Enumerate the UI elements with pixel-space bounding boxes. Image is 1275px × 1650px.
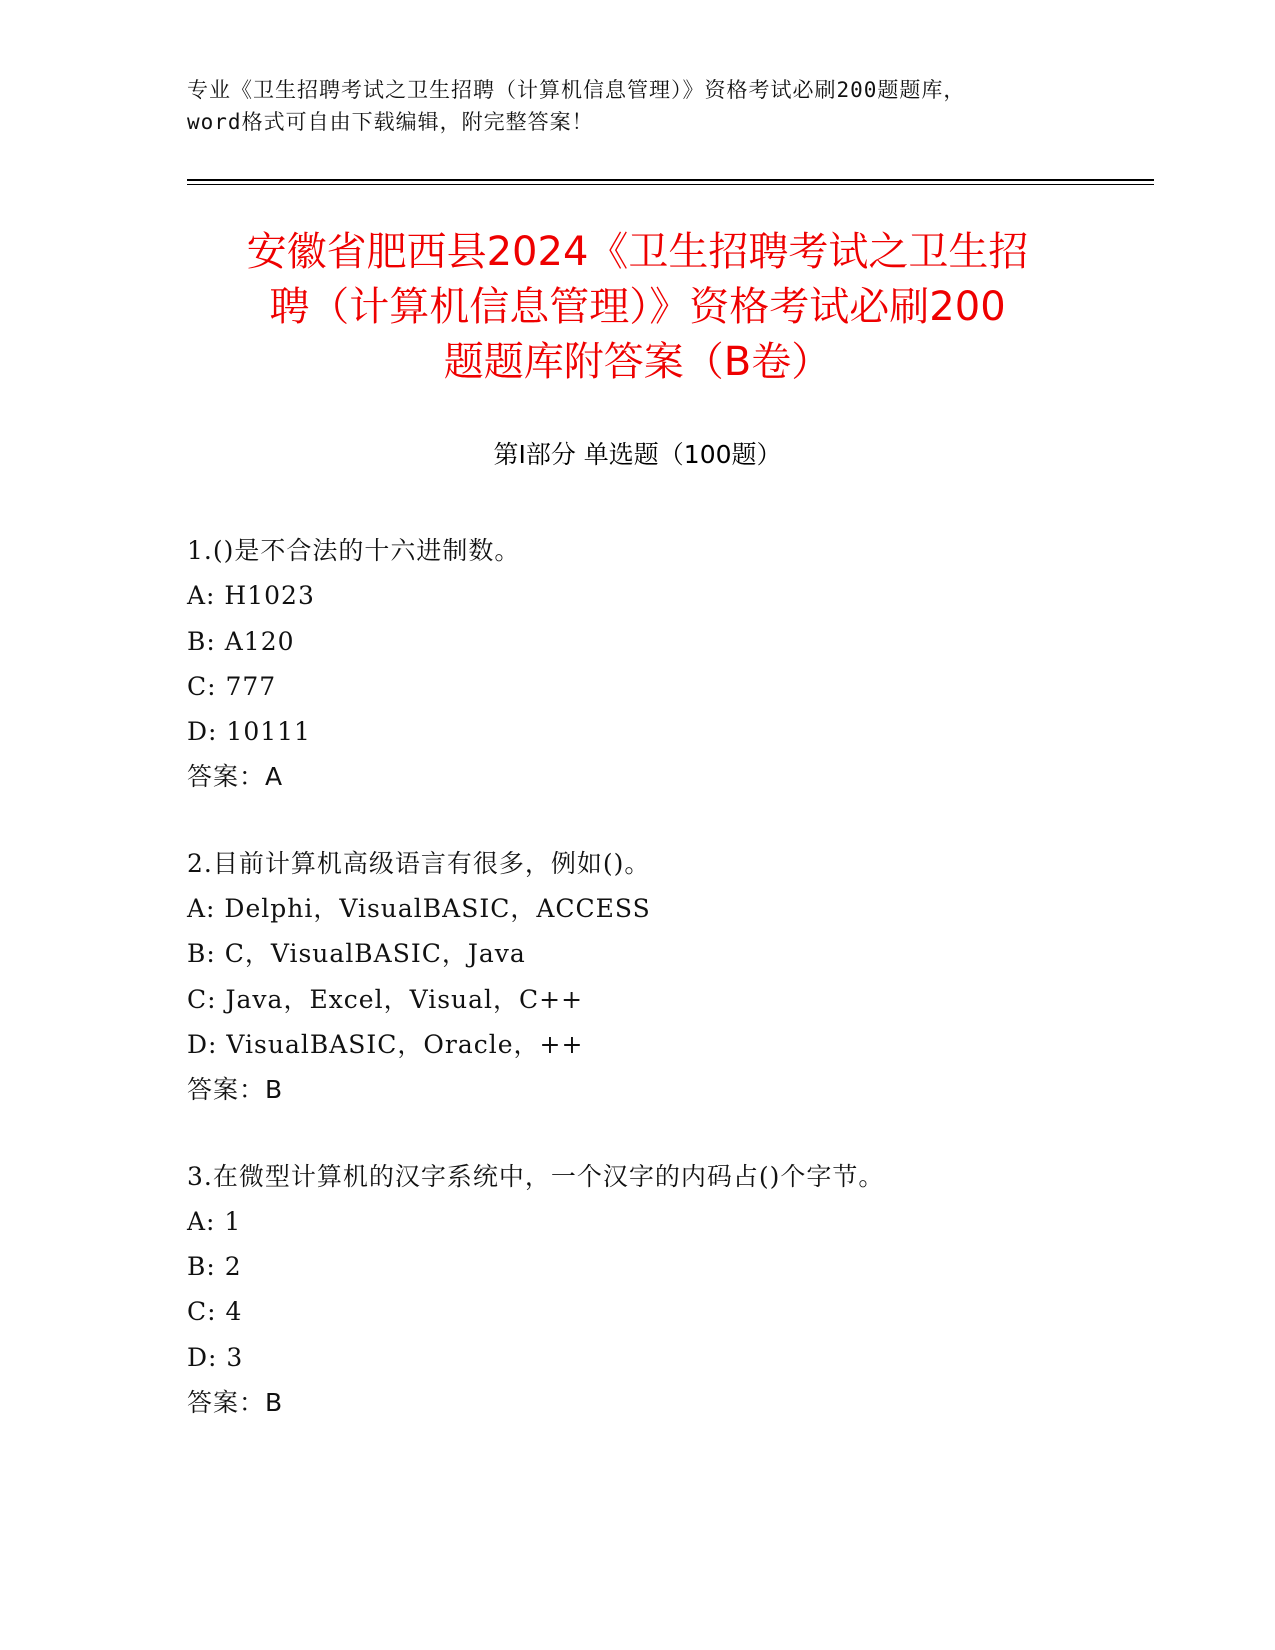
header-rule-thin — [187, 184, 1154, 185]
question-stem: 3.在微型计算机的汉字系统中，一个汉字的内码占()个字节。 — [187, 1161, 885, 1191]
option-d: D: 10111 — [187, 717, 311, 747]
option-a: A: H1023 — [187, 581, 315, 611]
answer-line: 答案：B — [187, 1388, 284, 1418]
option-d: D: 3 — [187, 1342, 244, 1372]
option-b: B: 2 — [187, 1252, 242, 1282]
header-line-2: word格式可自由下载编辑，附完整答案！ — [187, 110, 594, 134]
header-rule-thick — [187, 179, 1154, 181]
title-line-2: 聘（计算机信息管理）》资格考试必刷200 — [269, 284, 1006, 330]
option-a: A: 1 — [187, 1206, 242, 1236]
option-b: B: A120 — [187, 626, 295, 656]
section-title: 第I部分 单选题（100题） — [493, 440, 782, 469]
question-stem: 1.()是不合法的十六进制数。 — [187, 536, 521, 565]
option-c: C: 4 — [187, 1297, 243, 1327]
question-list — [187, 528, 1167, 1425]
header-line-1: 专业《卫生招聘考试之卫生招聘（计算机信息管理）》资格考试必刷200题题库， — [187, 78, 966, 102]
option-d: D: VisualBASIC，Oracle，++ — [187, 1029, 584, 1059]
answer-line: 答案：B — [187, 1075, 284, 1105]
option-c: C: 777 — [187, 671, 277, 701]
option-a: A: Delphi，VisualBASIC，ACCESS — [187, 894, 651, 924]
title-line-1: 安徽省肥西县2024《卫生招聘考试之卫生招 — [246, 229, 1029, 275]
option-c: C: Java，Excel，Visual，C++ — [187, 984, 584, 1014]
document-header — [187, 74, 1087, 138]
question-stem: 2.目前计算机高级语言有很多，例如()。 — [187, 848, 651, 878]
question-1 — [187, 528, 1167, 800]
question-2 — [187, 841, 1167, 1113]
option-b: B: C，VisualBASIC，Java — [187, 939, 526, 969]
question-3 — [187, 1154, 1167, 1426]
title-line-3: 题题库附答案（B卷） — [443, 339, 832, 385]
answer-line: 答案：A — [187, 762, 284, 792]
document-title — [150, 225, 1125, 390]
